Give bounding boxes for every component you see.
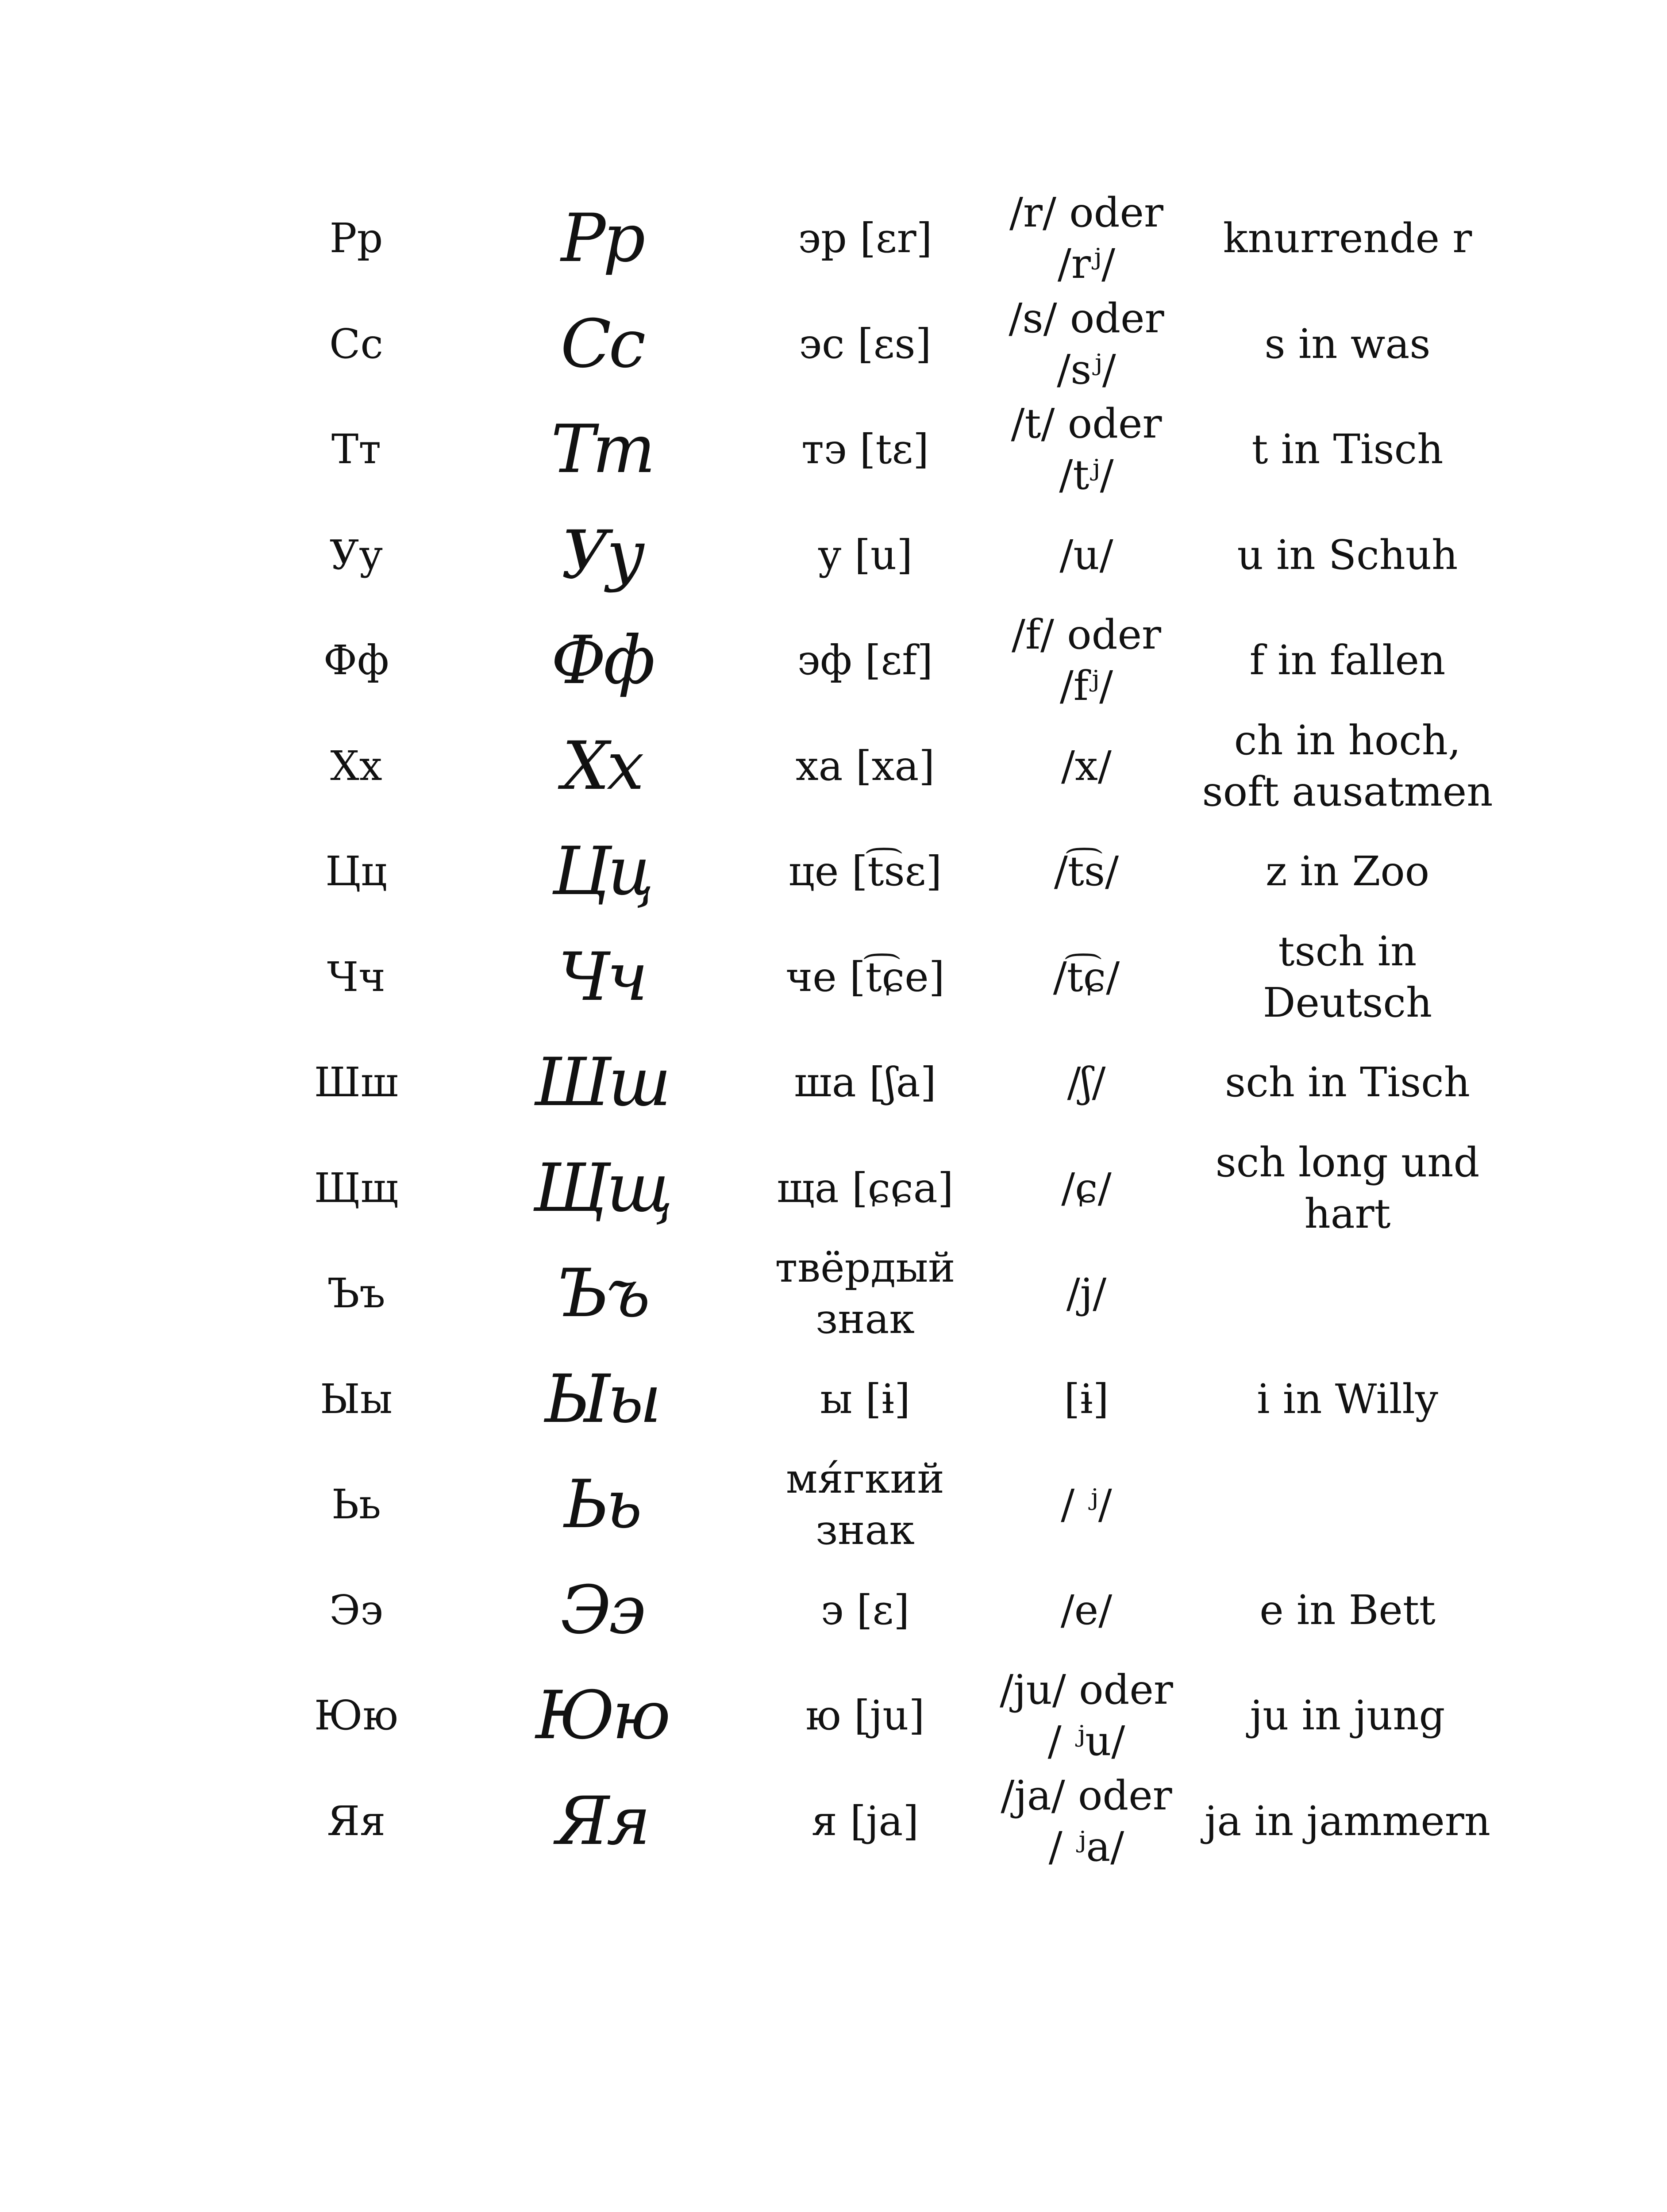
letter-name: мя́гкий знак xyxy=(786,1455,944,1554)
letter-name: у [u] xyxy=(817,531,913,579)
table-row xyxy=(257,503,1505,608)
print-letter: Ээ xyxy=(329,1586,383,1634)
phonetic-value: /ʃ/ xyxy=(1067,1059,1106,1106)
cursive-letter: Ьь xyxy=(564,1466,640,1544)
table-row xyxy=(257,925,1505,1030)
letter-name: це [t͡sɛ] xyxy=(788,848,942,895)
letter-name: тэ [tɛ] xyxy=(801,426,929,473)
pronunciation-example: f in fallen xyxy=(1249,637,1446,684)
phonetic-value: /r/ oder /rʲ/ xyxy=(1009,189,1163,288)
pronunciation-example: knurrende r xyxy=(1223,215,1472,262)
phonetic-value: / ʲ/ xyxy=(1061,1481,1112,1528)
cursive-letter: Яя xyxy=(555,1782,648,1860)
table-row xyxy=(257,292,1505,397)
phonetic-value: /x/ xyxy=(1061,742,1112,790)
print-letter: Цц xyxy=(325,848,387,895)
table-row xyxy=(257,1769,1505,1874)
print-letter: Яя xyxy=(327,1797,386,1845)
letter-name: э [ɛ] xyxy=(820,1586,910,1634)
pronunciation-example: ch in hoch, soft ausatmen xyxy=(1202,716,1493,815)
print-letter: Юю xyxy=(314,1692,398,1740)
phonetic-value: /s/ oder /sʲ/ xyxy=(1009,294,1164,393)
phonetic-value: /f/ oder /fʲ/ xyxy=(1012,611,1161,710)
letter-name: ша [ʃa] xyxy=(794,1059,936,1106)
pronunciation-example: tsch in Deutsch xyxy=(1263,927,1432,1026)
print-letter: Ыы xyxy=(320,1375,393,1423)
table-row xyxy=(257,1558,1505,1663)
print-letter: Ъъ xyxy=(327,1270,385,1317)
cursive-letter: Ъъ xyxy=(556,1255,648,1333)
print-letter: Чч xyxy=(327,953,385,1001)
table-row xyxy=(257,1241,1505,1347)
phonetic-value: /u/ xyxy=(1059,531,1113,579)
cursive-letter: Шш xyxy=(535,1044,669,1121)
print-letter: Уу xyxy=(329,531,383,579)
pronunciation-example: t in Tisch xyxy=(1251,426,1444,473)
pronunciation-example: s in was xyxy=(1264,320,1431,368)
table-row xyxy=(257,1030,1505,1136)
letter-name: че [t͡ɕe] xyxy=(785,953,945,1001)
cursive-letter: Чч xyxy=(558,938,646,1016)
print-letter: Фф xyxy=(323,637,389,684)
print-letter: Рр xyxy=(329,215,383,262)
phonetic-value: [ɨ] xyxy=(1064,1375,1109,1423)
table-row xyxy=(257,1452,1505,1558)
cursive-letter: Фф xyxy=(551,622,653,699)
letter-name: я [ja] xyxy=(811,1797,919,1845)
letter-name: ы [ɨ] xyxy=(820,1375,910,1423)
print-letter: Сс xyxy=(329,320,383,368)
phonetic-value: /e/ xyxy=(1060,1586,1113,1634)
cursive-letter: Щщ xyxy=(533,1149,670,1227)
cursive-letter: Цц xyxy=(552,833,651,910)
letter-name: ю [ju] xyxy=(805,1692,925,1740)
table-row xyxy=(257,1347,1505,1452)
table-row xyxy=(257,397,1505,503)
alphabet-table xyxy=(257,186,1505,1874)
table-row xyxy=(257,1136,1505,1241)
cursive-letter: Уу xyxy=(561,516,643,594)
cursive-letter: Рр xyxy=(561,200,643,277)
letter-name: ща [ɕɕa] xyxy=(777,1164,954,1212)
table-row xyxy=(257,1663,1505,1769)
print-letter: Хх xyxy=(330,742,382,790)
letter-name: эр [ɛr] xyxy=(798,215,932,262)
pronunciation-example: i in Willy xyxy=(1257,1375,1438,1423)
table-row xyxy=(257,608,1505,714)
table-row xyxy=(257,186,1505,292)
pronunciation-example: z in Zoo xyxy=(1265,848,1430,895)
table-row xyxy=(257,819,1505,925)
letter-name: твёрдый знак xyxy=(775,1244,955,1343)
phonetic-value: /t͡s/ xyxy=(1054,848,1119,895)
cursive-letter: Хх xyxy=(562,727,642,805)
letter-name: эф [ɛf] xyxy=(797,637,933,684)
print-letter: Ьь xyxy=(331,1481,381,1528)
letter-name: ха [xa] xyxy=(795,742,935,790)
table-row xyxy=(257,714,1505,819)
cursive-letter: Тт xyxy=(551,411,653,488)
pronunciation-example: u in Schuh xyxy=(1237,531,1458,579)
print-letter: Шш xyxy=(314,1059,399,1106)
cursive-letter: Сс xyxy=(560,305,643,383)
phonetic-value: /j/ xyxy=(1066,1270,1107,1317)
phonetic-value: /t/ oder /tʲ/ xyxy=(1011,400,1162,499)
phonetic-value: /ɕ/ xyxy=(1061,1164,1112,1212)
pronunciation-example: ja in jammern xyxy=(1204,1797,1491,1845)
print-letter: Щщ xyxy=(314,1164,399,1212)
print-letter: Тт xyxy=(331,426,381,473)
cursive-letter: Ээ xyxy=(560,1571,643,1649)
letter-name: эс [ɛs] xyxy=(799,320,932,368)
phonetic-value: /t͡ɕ/ xyxy=(1053,953,1120,1001)
phonetic-value: /ju/ oder / ʲu/ xyxy=(1000,1666,1173,1765)
phonetic-value: /ja/ oder / ʲa/ xyxy=(1001,1771,1172,1870)
pronunciation-example: ju in jung xyxy=(1250,1692,1445,1740)
cursive-letter: Ыы xyxy=(545,1360,659,1438)
cursive-letter: Юю xyxy=(535,1677,668,1755)
pronunciation-example: sch long und hart xyxy=(1215,1138,1480,1237)
pronunciation-example: e in Bett xyxy=(1259,1586,1436,1634)
pronunciation-example: sch in Tisch xyxy=(1225,1059,1470,1106)
